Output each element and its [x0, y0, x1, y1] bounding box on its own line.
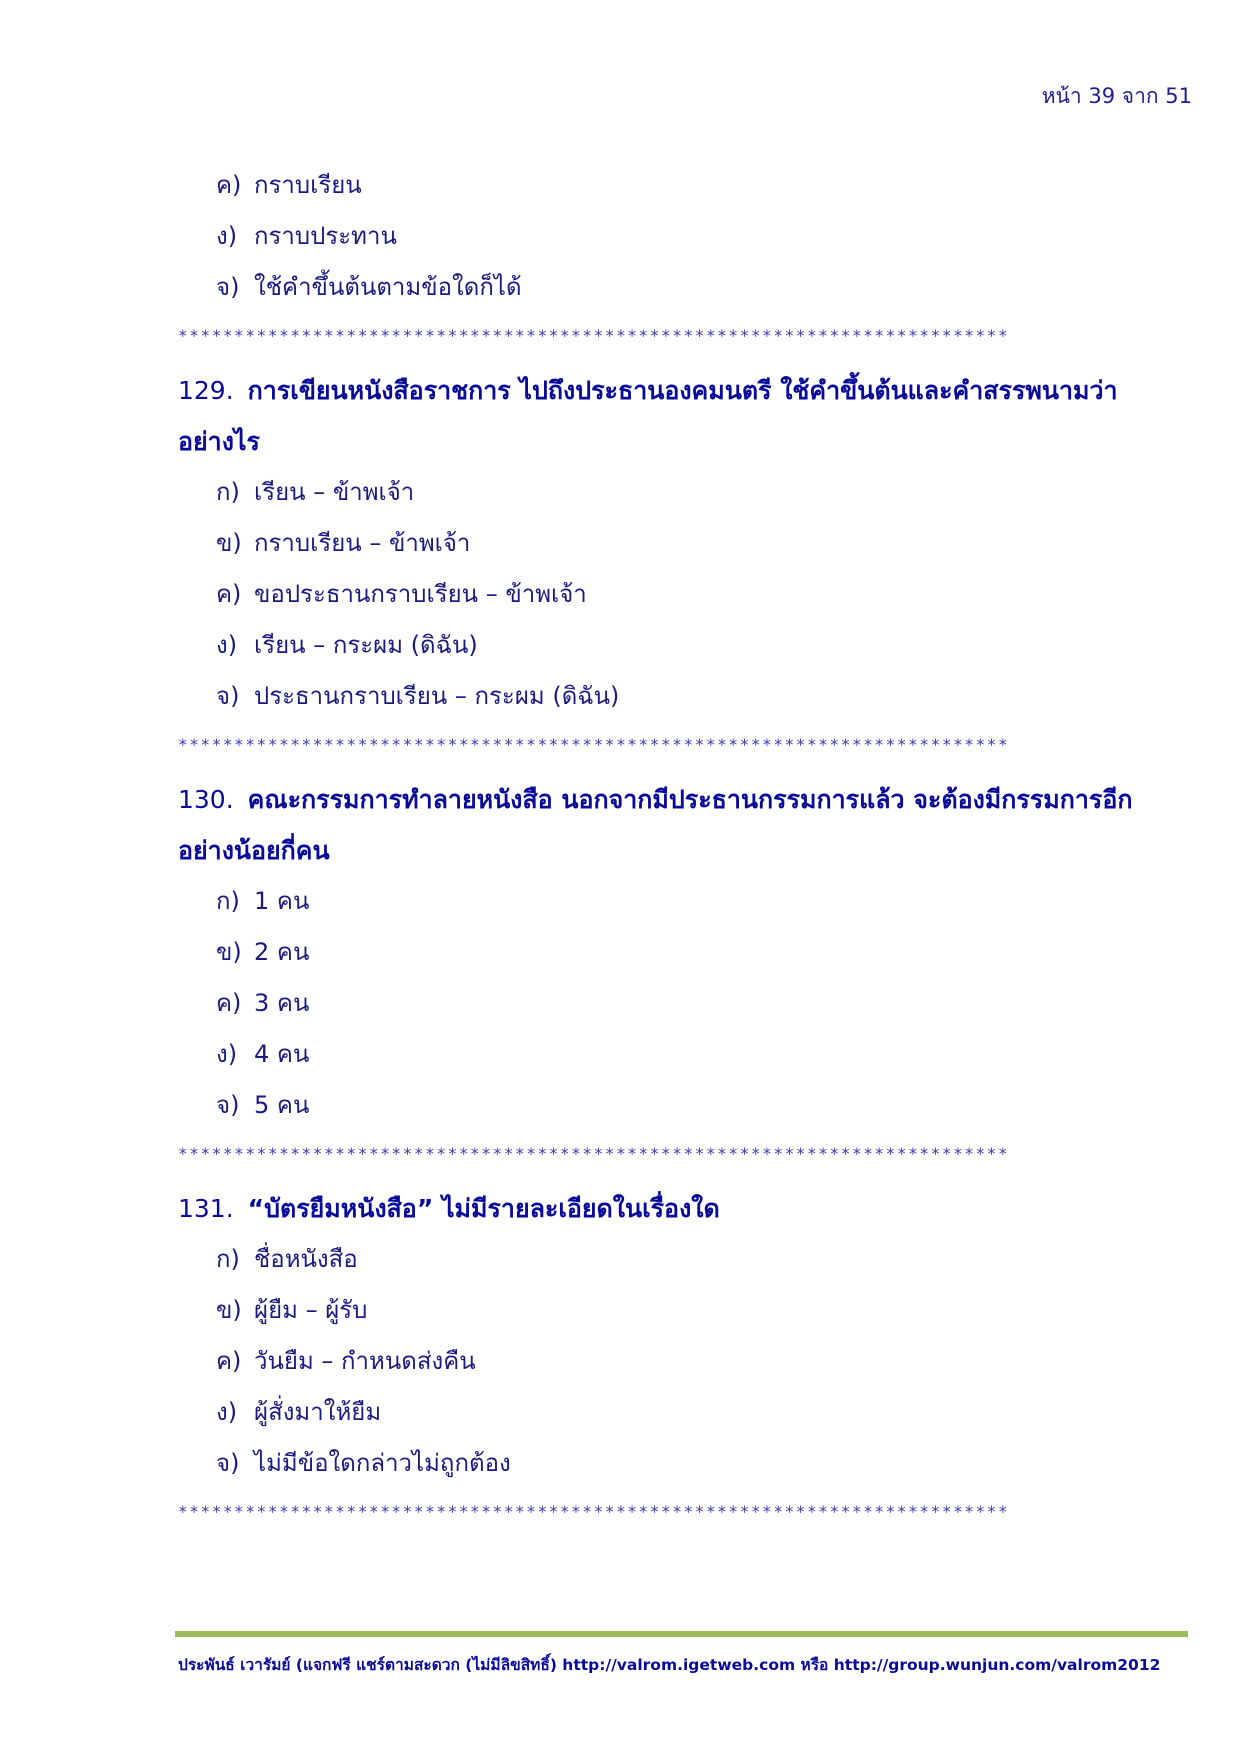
- option-letter: ข): [216, 938, 242, 966]
- option-item: [178, 1080, 1188, 1131]
- option-item: [178, 671, 1188, 722]
- option-item: [178, 569, 1188, 620]
- option-text: เรียน – กระผม (ดิฉัน): [254, 631, 478, 659]
- footer-text: ประพันธ์ เวารัมย์ (แจกฟรี แชร์ตามสะดวก (ไม่มีลิขสิทธิ์) http://valrom.igetweb.com หรือ http://group.wunjun.com/valrom2012: [178, 1656, 1161, 1674]
- option-item: [178, 978, 1188, 1029]
- option-text: 1 คน: [254, 887, 310, 915]
- option-text: ใช้คำขึ้นต้นตามข้อใดก็ได้: [254, 273, 522, 301]
- option-text: ผู้ยืม – ผู้รับ: [254, 1296, 368, 1324]
- option-text: เรียน – ข้าพเจ้า: [254, 478, 415, 506]
- option-text: ผู้สั่งมาให้ยืม: [254, 1398, 382, 1426]
- option-letter: ง): [216, 631, 238, 659]
- option-item: [178, 1438, 1188, 1489]
- option-letter: ง): [216, 1398, 238, 1426]
- question-text: [178, 365, 1188, 467]
- option-text: ประธานกราบเรียน – กระผม (ดิฉัน): [254, 682, 620, 710]
- document-body: [178, 160, 1188, 1535]
- question-number: 131.: [178, 1194, 234, 1223]
- option-item: [178, 1336, 1188, 1387]
- option-text: 3 คน: [254, 989, 310, 1017]
- separator: **************************************************************************: [178, 1502, 1010, 1521]
- option-text: ขอประธานกราบเรียน – ข้าพเจ้า: [254, 580, 587, 608]
- option-letter: ค): [216, 171, 242, 199]
- option-item: [178, 620, 1188, 671]
- question-block: [178, 160, 1188, 313]
- option-letter: ข): [216, 1296, 242, 1324]
- option-text: 2 คน: [254, 938, 310, 966]
- option-text: วันยืม – กำหนดส่งคืน: [254, 1347, 476, 1375]
- option-item: [178, 518, 1188, 569]
- option-item: [178, 876, 1188, 927]
- option-letter: จ): [216, 273, 240, 301]
- option-item: [178, 211, 1188, 262]
- option-item: [178, 262, 1188, 313]
- option-letter: ค): [216, 1347, 242, 1375]
- option-text: กราบเรียน: [254, 171, 362, 199]
- option-letter: ก): [216, 1245, 240, 1273]
- question-body: การเขียนหนังสือราชการ ไปถึงประธานองคมนตรี ใช้คำขึ้นต้นและคำสรรพนามว่าอย่างไร: [178, 376, 1118, 456]
- option-text: ชื่อหนังสือ: [254, 1245, 358, 1273]
- page-number: หน้า 39 จาก 51: [1041, 84, 1192, 108]
- option-letter: ข): [216, 529, 242, 557]
- option-text: กราบประทาน: [254, 222, 397, 250]
- option-item: [178, 927, 1188, 978]
- separator: **************************************************************************: [178, 1144, 1010, 1163]
- footer-divider: [175, 1631, 1188, 1637]
- option-letter: ก): [216, 478, 240, 506]
- separator: **************************************************************************: [178, 735, 1010, 754]
- option-item: [178, 467, 1188, 518]
- option-text: กราบเรียน – ข้าพเจ้า: [254, 529, 471, 557]
- option-letter: ง): [216, 1040, 238, 1068]
- question-block: [178, 365, 1188, 722]
- option-item: [178, 1387, 1188, 1438]
- option-letter: จ): [216, 682, 240, 710]
- option-letter: จ): [216, 1091, 240, 1119]
- option-letter: ค): [216, 989, 242, 1017]
- option-item: [178, 1029, 1188, 1080]
- question-text: [178, 774, 1188, 876]
- question-number: 129.: [178, 376, 234, 405]
- question-block: [178, 1183, 1188, 1489]
- option-letter: ง): [216, 222, 238, 250]
- question-body: “บัตรยืมหนังสือ” ไม่มีรายละเอียดในเรื่องใด: [247, 1194, 720, 1223]
- question-body: คณะกรรมการทำลายหนังสือ นอกจากมีประธานกรรมการแล้ว จะต้องมีกรรมการอีกอย่างน้อยกี่คน: [178, 785, 1133, 865]
- question-text: [178, 1183, 1188, 1234]
- question-block: [178, 774, 1188, 1131]
- option-letter: จ): [216, 1449, 240, 1477]
- option-letter: ค): [216, 580, 242, 608]
- separator: **************************************************************************: [178, 326, 1010, 345]
- option-item: [178, 160, 1188, 211]
- option-item: [178, 1285, 1188, 1336]
- option-item: [178, 1234, 1188, 1285]
- option-letter: ก): [216, 887, 240, 915]
- option-text: 5 คน: [254, 1091, 310, 1119]
- question-number: 130.: [178, 785, 234, 814]
- option-text: ไม่มีข้อใดกล่าวไม่ถูกต้อง: [254, 1449, 511, 1477]
- option-text: 4 คน: [254, 1040, 310, 1068]
